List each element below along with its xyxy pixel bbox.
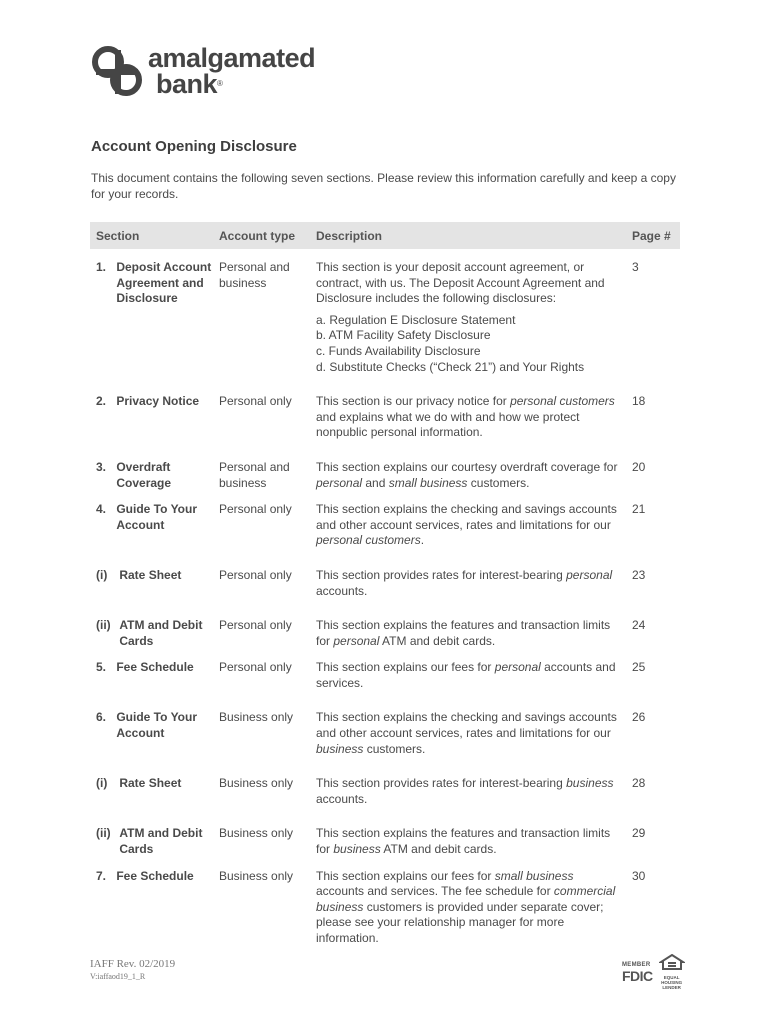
description-segment: This section explains our courtesy overdraft coverage for — [316, 459, 618, 474]
table-row — [90, 460, 680, 491]
account-type-cell: Business only — [219, 826, 294, 841]
section-cell — [90, 660, 219, 691]
section-name — [96, 618, 219, 649]
description-segment: This section provides rates for interest-bearing — [316, 776, 567, 791]
section-name — [96, 460, 219, 491]
section-number: 2. — [96, 394, 107, 409]
description-emphasis: personal — [333, 633, 380, 648]
header-account-type: Account type — [219, 228, 296, 243]
revision-text: IAFF Rev. 02/2019 — [90, 958, 176, 970]
table-row — [90, 394, 680, 441]
section-cell — [90, 869, 219, 947]
description-segment: accounts and services. The fee schedule for — [316, 884, 554, 899]
section-cell — [90, 710, 219, 757]
description-emphasis: personal customers — [316, 533, 421, 548]
page-number-cell: 28 — [632, 776, 646, 791]
section-cell — [90, 394, 219, 441]
description-emphasis: commercial business — [316, 884, 616, 914]
account-type-cell: Business only — [219, 710, 294, 725]
section-number: 3. — [96, 459, 107, 474]
description-text — [316, 869, 624, 947]
description-emphasis: personal — [316, 475, 363, 490]
description-cell — [316, 568, 624, 599]
list-item: b. ATM Facility Safety Disclosure — [316, 328, 491, 343]
disclosure-list — [316, 313, 624, 375]
account-type-cell: Personal only — [219, 394, 292, 409]
table-row — [90, 568, 680, 599]
description-cell — [316, 502, 624, 549]
account-type-cell: Personal and business — [219, 459, 290, 490]
table-row — [90, 660, 680, 691]
description-cell — [316, 660, 624, 691]
account-type-cell: Personal only — [219, 567, 292, 582]
description-emphasis: small business — [494, 868, 574, 883]
description-text — [316, 460, 624, 491]
account-type-cell: Personal only — [219, 660, 292, 675]
table-row — [90, 826, 680, 857]
list-item: a. Regulation E Disclosure Statement — [316, 312, 516, 327]
table-row — [90, 776, 680, 807]
revision-code: V:iaffaod19_1_R — [90, 972, 146, 981]
description-segment: This section explains the checking and savings accounts and other account services, rates and limitations for our — [316, 710, 617, 741]
section-title: Guide To Your Account — [116, 710, 198, 741]
brand-logo[interactable] — [90, 42, 330, 106]
description-emphasis: personal — [494, 660, 541, 675]
description-text — [316, 260, 624, 307]
equal-housing-label: EQUAL HOUSING LENDER — [661, 975, 683, 990]
table-row — [90, 710, 680, 757]
description-segment: This section explains the features and transaction limits for — [316, 618, 611, 648]
account-type-cell: Business only — [219, 868, 294, 883]
section-name — [96, 394, 219, 410]
footer-revision-block — [90, 958, 175, 982]
description-cell — [316, 776, 624, 807]
section-cell — [90, 260, 219, 375]
description-text — [316, 394, 624, 441]
description-segment: and explains what we do with and how we protect nonpublic personal information. — [316, 409, 580, 440]
table-row — [90, 260, 680, 375]
section-title: ATM and Debit Cards — [119, 826, 203, 857]
section-title: Deposit Account Agreement and Disclosure — [116, 260, 212, 306]
description-segment: accounts. — [316, 791, 368, 806]
description-segment: This section is your deposit account agreement, or contract, with us. The Deposit Account Agreement and Disclosure includes the following disclosures: — [316, 260, 605, 306]
description-segment: ATM and debit cards. — [380, 842, 497, 857]
section-cell — [90, 826, 219, 857]
description-segment: customers is provided under separate cover; please see your relationship manager for more information. — [316, 899, 604, 945]
section-title: ATM and Debit Cards — [119, 618, 203, 648]
list-item: d. Substitute Checks (“Check 21”) and Your Rights — [316, 359, 585, 374]
description-segment: accounts. — [316, 583, 368, 598]
page-number-cell: 18 — [632, 394, 646, 409]
section-number: (ii) — [96, 826, 111, 841]
section-name — [96, 869, 219, 885]
section-name — [96, 710, 219, 741]
page-number-cell: 20 — [632, 459, 646, 474]
description-segment: customers. — [467, 475, 530, 490]
page-number-cell: 3 — [632, 260, 639, 274]
section-title: Rate Sheet — [119, 567, 182, 582]
section-name — [96, 260, 219, 307]
section-name — [96, 776, 219, 792]
description-segment: ATM and debit cards. — [379, 633, 496, 648]
section-name — [96, 502, 219, 533]
fdic-label: FDIC — [622, 967, 653, 984]
page-number-cell: 30 — [632, 868, 646, 883]
description-segment: accounts and services. — [316, 660, 616, 690]
description-text — [316, 660, 624, 691]
account-type-cell: Personal only — [219, 618, 292, 633]
table-row — [90, 502, 680, 549]
description-cell — [316, 460, 624, 491]
sections-table — [90, 222, 680, 947]
section-title: Fee Schedule — [116, 868, 194, 883]
table-body — [90, 260, 680, 947]
section-cell — [90, 568, 219, 599]
description-segment: customers. — [363, 741, 426, 756]
brand-name-line2: bank® — [156, 69, 223, 99]
description-text — [316, 618, 624, 649]
description-text — [316, 710, 624, 757]
section-name — [96, 568, 219, 584]
table-row — [90, 618, 680, 649]
section-number: 7. — [96, 868, 107, 883]
page-number-cell: 29 — [632, 826, 646, 841]
description-cell — [316, 618, 624, 649]
description-emphasis: business — [333, 842, 381, 857]
header-section: Section — [96, 228, 140, 243]
description-emphasis: small business — [388, 475, 468, 490]
section-number: (i) — [96, 567, 108, 582]
account-type-cell: Business only — [219, 776, 294, 791]
section-title: Fee Schedule — [116, 660, 194, 675]
brand-name-line1: amalgamated — [148, 43, 316, 73]
section-title: Guide To Your Account — [116, 502, 198, 532]
page-number-cell: 23 — [632, 567, 646, 582]
description-segment: This section explains our fees for — [316, 868, 495, 883]
description-emphasis: personal — [566, 567, 613, 582]
description-cell — [316, 710, 624, 757]
description-text — [316, 776, 624, 807]
section-title: Rate Sheet — [119, 776, 182, 791]
account-type-cell: Personal and business — [219, 260, 290, 290]
fdic-member-label: MEMBER — [622, 961, 651, 968]
description-segment: and — [362, 475, 389, 490]
list-item: c. Funds Availability Disclosure — [316, 343, 481, 358]
header-description: Description — [316, 228, 383, 243]
description-segment: This section provides rates for interest-bearing — [316, 567, 567, 582]
section-name — [96, 826, 219, 857]
section-cell — [90, 776, 219, 807]
page-number-cell: 25 — [632, 660, 646, 675]
description-segment: . — [420, 533, 425, 548]
section-number: 6. — [96, 710, 107, 725]
table-header — [90, 222, 680, 249]
description-segment: This section explains our fees for — [316, 660, 495, 675]
header-page: Page # — [632, 228, 671, 243]
section-cell — [90, 460, 219, 491]
description-emphasis: business — [316, 741, 364, 756]
description-cell — [316, 869, 624, 947]
description-cell — [316, 394, 624, 441]
section-number: (i) — [96, 776, 108, 791]
section-number: 4. — [96, 502, 107, 517]
description-cell — [316, 826, 624, 857]
description-segment: This section is our privacy notice for — [316, 394, 511, 409]
description-text — [316, 826, 624, 857]
table-row — [90, 869, 680, 947]
section-name — [96, 660, 219, 676]
section-title: Overdraft Coverage — [116, 459, 172, 490]
page-number-cell: 26 — [632, 710, 646, 725]
equal-housing-badge — [659, 954, 685, 990]
page-number-cell: 21 — [632, 502, 646, 517]
description-emphasis: business — [566, 776, 614, 791]
section-number: 1. — [96, 260, 107, 274]
section-number: (ii) — [96, 618, 111, 633]
equal-housing-icon — [659, 954, 685, 970]
account-type-cell: Personal only — [219, 502, 292, 517]
page-number-cell: 24 — [632, 618, 646, 633]
section-cell — [90, 502, 219, 549]
description-text — [316, 502, 624, 549]
section-number: 5. — [96, 660, 107, 675]
footer-badges — [622, 954, 685, 990]
fdic-badge — [622, 962, 653, 983]
intro-text: This document contains the following seven sections. Please review this information carefully and keep a copy for your records. — [91, 171, 676, 201]
section-cell — [90, 618, 219, 649]
description-segment: This section explains the features and transaction limits for — [316, 826, 611, 857]
description-cell — [316, 260, 624, 375]
amalgamated-logo-icon — [90, 42, 150, 102]
description-segment: This section explains the checking and savings accounts and other account services, rates and limitations for our — [316, 502, 617, 532]
page-title: Account Opening Disclosure — [91, 138, 297, 155]
description-emphasis: personal customers — [510, 394, 615, 409]
section-title: Privacy Notice — [116, 394, 200, 409]
description-text — [316, 568, 624, 599]
